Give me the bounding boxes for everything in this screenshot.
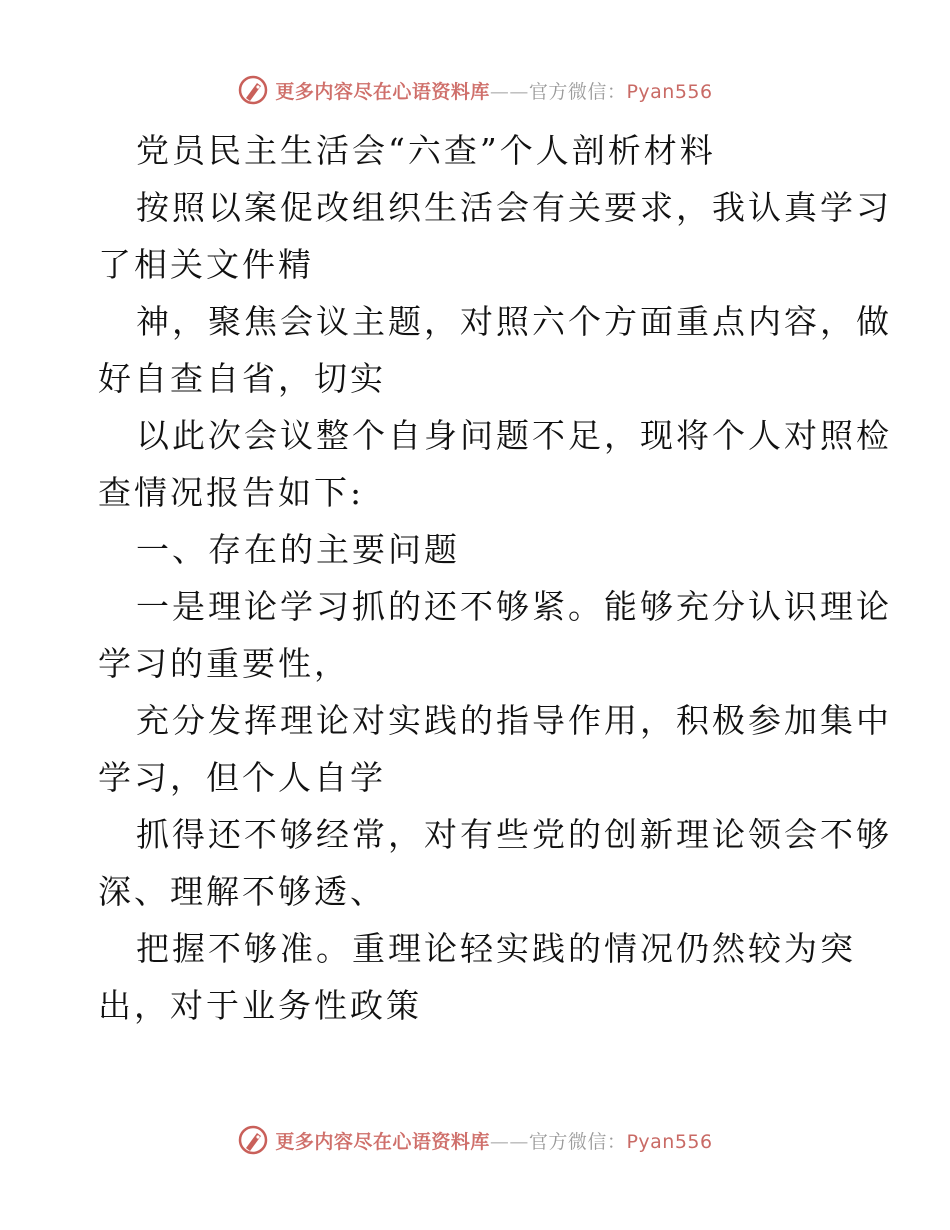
text-line: 深、理解不够透、 — [98, 872, 386, 911]
watermark-separator: —— — [489, 1130, 529, 1153]
text-line: 抓得还不够经常，对有些党的创新理论领会不够 — [136, 815, 892, 854]
text-line: 充分发挥理论对实践的指导作用，积极参加集中 — [136, 701, 892, 740]
watermark-id: Pyan556 — [626, 1130, 713, 1153]
text-line: 学习，但个人自学 — [98, 758, 386, 797]
watermark-text — [275, 1127, 712, 1154]
text-line: 把握不够准。重理论轻实践的情况仍然较为突 — [136, 929, 856, 968]
watermark-sub: 官方微信： — [528, 1130, 627, 1153]
footer-watermark — [0, 1120, 950, 1160]
text-line: 查情况报告如下: — [98, 473, 365, 512]
document-body — [98, 122, 892, 1034]
watermark-main: 更多内容尽在心语资料库 — [275, 80, 490, 103]
text-line: 神，聚焦会议主题，对照六个方面重点内容，做 — [136, 302, 892, 341]
header-watermark — [0, 70, 950, 110]
text-line: 以此次会议整个自身问题不足，现将个人对照检 — [136, 416, 892, 455]
text-line: 好自查自省，切实 — [98, 359, 386, 398]
watermark-main: 更多内容尽在心语资料库 — [275, 1130, 490, 1153]
text-line: 出，对于业务性政策 — [98, 986, 422, 1025]
text-line: 了相关文件精 — [98, 245, 314, 284]
watermark-text — [275, 77, 712, 104]
text-line: 按照以案促改组织生活会有关要求，我认真学习 — [136, 188, 892, 227]
watermark-separator: —— — [489, 80, 529, 103]
text-line: 一是理论学习抓的还不够紧。能够充分认识理论 — [136, 587, 892, 626]
watermark-sub: 官方微信： — [528, 80, 627, 103]
pen-nib-icon — [237, 1124, 269, 1156]
watermark-id: Pyan556 — [626, 80, 713, 103]
document-title: 党员民主生活会“六查”个人剖析材料 — [136, 131, 716, 170]
text-line: 一、存在的主要问题 — [136, 530, 460, 569]
pen-nib-icon — [237, 74, 269, 106]
text-line: 学习的重要性， — [98, 644, 350, 683]
